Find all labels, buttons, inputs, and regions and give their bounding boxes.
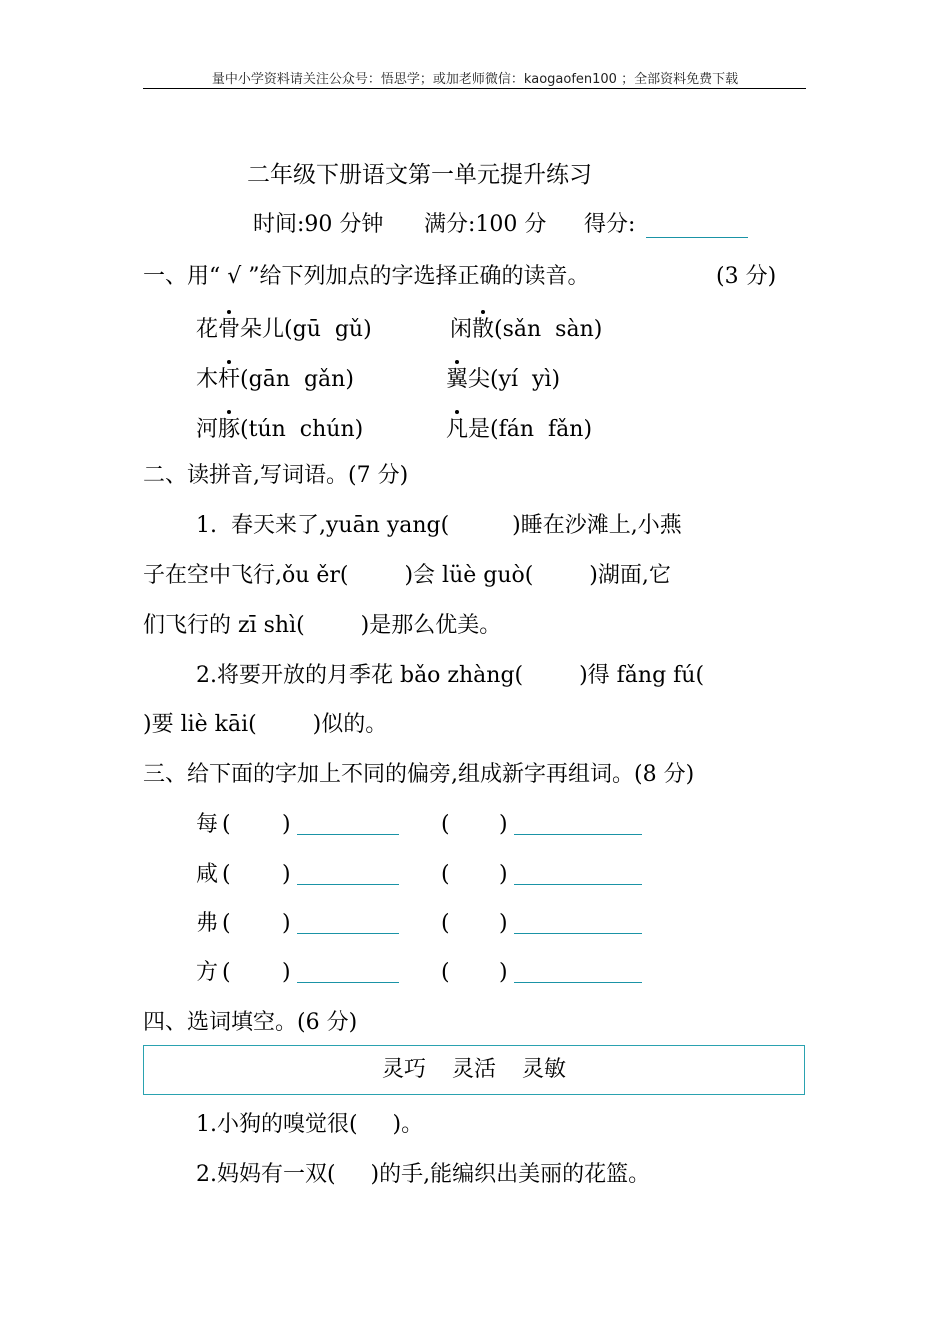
score-label: 得分: <box>584 212 636 237</box>
q3-close-paren: ) <box>282 862 291 887</box>
header-notice: 量中小学资料请关注公众号：悟思学；或加老师微信：kaogaofen100 ；全部资料免费下载 <box>211 72 739 87</box>
q1-item[interactable]: 翼尖(yí yì) <box>446 365 560 395</box>
q2-line: 子在空中飞行,ǒu ěr( )会 lüè guò( )湖面,它 <box>143 563 671 588</box>
q1-item[interactable]: 河豚(tún chún) <box>196 415 363 445</box>
q2-line: 们飞行的 zī shì( )是那么优美。 <box>143 613 502 638</box>
q3-open-paren: ( <box>222 960 231 985</box>
q3-open-paren: ( <box>441 862 450 887</box>
q2-line: 2.将要开放的月季花 bǎo zhàng( )得 fǎng fú( <box>196 663 705 688</box>
q1-heading: 一、用“ √ ”给下列加点的字选择正确的读音。 <box>143 264 590 289</box>
q3-open-paren: ( <box>222 911 231 936</box>
q3-char: 弗 <box>196 911 219 936</box>
q3-open-paren: ( <box>441 911 450 936</box>
q1-item[interactable]: 闲散(sǎn sàn) <box>450 315 602 345</box>
q3-blank[interactable] <box>297 834 399 835</box>
q3-blank[interactable] <box>514 982 642 983</box>
q2-line: 1. 春天来了,yuān yang( )睡在沙滩上,小燕 <box>196 513 682 538</box>
q3-close-paren: ) <box>282 960 291 985</box>
word-option: 灵活 <box>451 1057 496 1082</box>
q3-open-paren: ( <box>222 812 231 837</box>
word-bank <box>143 1045 805 1095</box>
q1-item[interactable]: 木杆(gān gǎn) <box>196 365 354 395</box>
q3-blank[interactable] <box>297 982 399 983</box>
q3-close-paren: ) <box>499 812 508 837</box>
q3-blank[interactable] <box>514 933 642 934</box>
q2-line: )要 liè kāi( )似的。 <box>143 712 388 737</box>
q3-close-paren: ) <box>499 911 508 936</box>
q3-close-paren: ) <box>499 960 508 985</box>
q3-blank[interactable] <box>297 933 399 934</box>
q3-close-paren: ) <box>282 911 291 936</box>
q3-blank[interactable] <box>514 884 642 885</box>
q1-item[interactable]: 花骨朵儿(gū gǔ) <box>196 315 372 345</box>
q3-heading: 三、给下面的字加上不同的偏旁,组成新字再组词。(8 分) <box>143 762 695 787</box>
q3-char: 每 <box>196 812 219 837</box>
time-info: 时间:90 分钟 <box>253 212 384 237</box>
score-blank[interactable] <box>646 237 748 238</box>
q3-blank[interactable] <box>297 884 399 885</box>
q3-char: 咸 <box>196 862 219 887</box>
q3-open-paren: ( <box>441 960 450 985</box>
q2-heading: 二、读拼音,写词语。(7 分) <box>143 463 409 488</box>
header-divider <box>143 88 806 89</box>
q3-close-paren: ) <box>282 812 291 837</box>
q3-char: 方 <box>196 960 219 985</box>
word-option: 灵巧 <box>381 1057 426 1082</box>
q3-open-paren: ( <box>441 812 450 837</box>
q1-item[interactable]: 凡是(fán fǎn) <box>446 415 592 445</box>
q1-points: (3 分) <box>716 264 777 289</box>
q4-line: 2.妈妈有一双( )的手,能编织出美丽的花篮。 <box>196 1162 651 1187</box>
full-score-info: 满分:100 分 <box>424 212 547 237</box>
q4-heading: 四、选词填空。(6 分) <box>143 1010 358 1035</box>
q4-line: 1.小狗的嗅觉很( )。 <box>196 1112 424 1137</box>
q3-blank[interactable] <box>514 834 642 835</box>
q3-close-paren: ) <box>499 862 508 887</box>
page-title: 二年级下册语文第一单元提升练习 <box>247 162 592 188</box>
q3-open-paren: ( <box>222 862 231 887</box>
word-option: 灵敏 <box>522 1057 567 1082</box>
